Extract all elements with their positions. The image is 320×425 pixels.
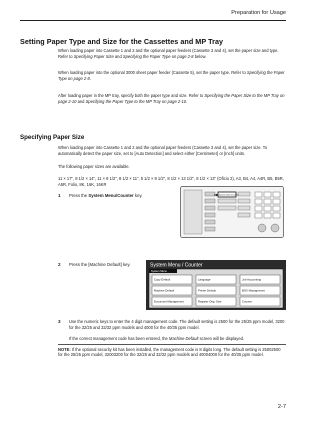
text-run: If the correct management code has been entered, the: [69, 336, 169, 341]
note-label: NOTE:: [58, 347, 71, 352]
touch-screen-illustration: [146, 260, 286, 310]
screen-button-label: Machine Default: [154, 288, 175, 293]
cross-reference: Specifying the Paper Size to the MP Tray on page 2-10: [58, 93, 285, 104]
screen-title: System Menu / Counter: [150, 262, 203, 269]
cross-reference: Specifying the Paper Type on page 2-8: [122, 53, 194, 59]
cross-reference: Specifying the Paper Type to the MP Tray on page 2-10: [85, 98, 187, 104]
text-run: screen will be displayed.: [198, 336, 245, 341]
step-text: Press the [Machine Default] key.: [69, 262, 131, 267]
text-run: When loading paper into the optional 3000 sheet paper feeder (Cassette 5), set the paper type. Refer to: [58, 70, 247, 75]
text-run: The following paper sizes are available.: [58, 164, 130, 169]
text-run: and: [113, 53, 123, 59]
page-header: [20, 8, 286, 22]
screen-button-label: Job Accounting: [242, 277, 261, 282]
note-text: If the optional security kit has been installed, the management code is 8 digits long. The default setting is 25002500 for the 25/25 ppm model, 32003200 for the 32/25 and 32/32 ppm models and 40004000 for the 40/35 ppm model.: [58, 347, 281, 358]
screen-button-label: Document Management: [154, 299, 184, 304]
screen-button-label: Counter: [242, 299, 252, 304]
screen-button-label: Register Orig. Size: [198, 299, 222, 304]
header-title: Preparation for Usage: [231, 10, 286, 16]
intro-paragraph-2: [58, 70, 286, 81]
step-3-result: [69, 336, 286, 342]
cross-reference: Specifying Paper Size: [73, 53, 114, 59]
text-run: 11 × 17", 8 1/2 × 14", 11 × 8 1/2", 8 1/2 × 11", 5 1/2 × 8 1/2", 8 1/2 × 13 1/2", 8 1/2 × 13" (Oficio 2), A3, B4, A4, A4R, B5, B5R, A5R, Folio, 8K, 16K, 16KR: [58, 176, 284, 187]
screen-button-label: Printer Default: [198, 288, 216, 293]
panel-label-system-menu: System Menu/Counter: [219, 194, 239, 197]
text-run: After loading paper in the MP tray, specify both the paper type and size. Refer to: [58, 93, 205, 98]
screen-button-label: BOX Management: [242, 288, 266, 293]
operation-panel-illustration: [180, 186, 284, 238]
note-box: [58, 344, 286, 358]
text-run: .: [186, 98, 188, 104]
text-run: When loading paper into Cassette 1 and 2 and the optional paper feeders (Cassette 3 and 4), set the paper size. To automatically detect the paper size, set to [Auto Detection] and select either [Centimeter] or [Inch] units.: [58, 145, 268, 156]
step-number: 2: [58, 262, 61, 267]
note-rule: [58, 344, 286, 345]
text-run: When loading paper into Cassette 1 and 2 and the optional paper feeders (Cassette 3 and 4), set the paper size and type. Refer to: [58, 48, 279, 59]
step-number: 3: [58, 319, 61, 324]
step-text: Press the System Menu/Counter key.: [69, 193, 143, 198]
screen-button-label: Language: [198, 277, 211, 282]
intro-paragraph-3: [58, 93, 286, 104]
cross-reference: Specifying the Paper Type on page 2-8: [58, 70, 285, 81]
header-rule: [20, 20, 286, 21]
step-number: 1: [58, 193, 61, 198]
section-title: Specifying Paper Size: [20, 134, 85, 141]
text-run: .: [89, 75, 91, 81]
text-run: and: [76, 98, 86, 104]
section-paragraph-1: [58, 145, 286, 156]
section-paragraph-2: [58, 164, 286, 170]
intro-paragraph-1: [58, 48, 286, 59]
page-title: Setting Paper Type and Size for the Cassettes and MP Tray: [20, 37, 224, 46]
cross-reference: Machine Default: [168, 336, 199, 341]
screen-button-label: Copy Default: [154, 277, 171, 282]
step-text: Use the numeric keys to enter the 4 digit management code. The default setting is 2500 for the 25/25 ppm model, 3200 for the 32/25 and 32/32 ppm models and 4000 for the 40/35 ppm model.: [69, 319, 285, 330]
screen-tab: System Menu: [151, 270, 167, 274]
page-number: 2-7: [277, 404, 286, 410]
text-run: below.: [193, 53, 207, 59]
